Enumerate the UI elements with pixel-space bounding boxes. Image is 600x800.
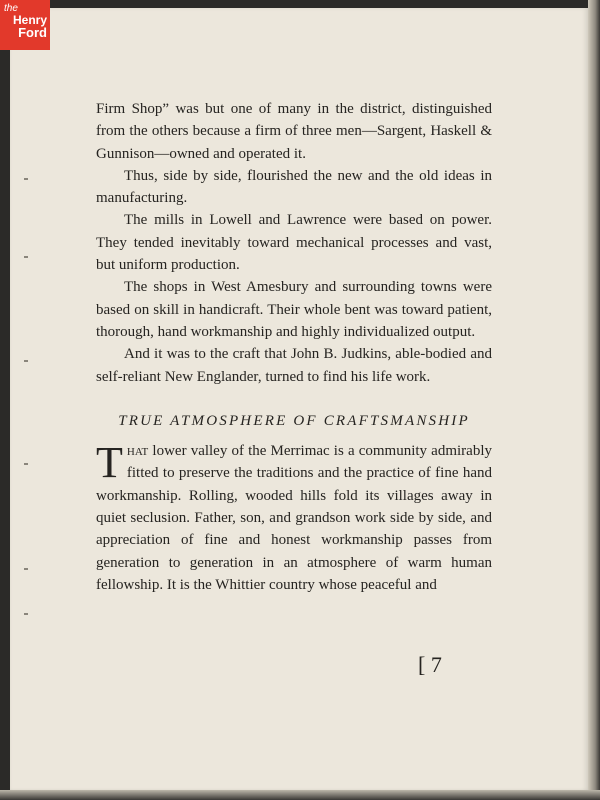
page-edge [588, 0, 600, 800]
book-page [10, 8, 588, 792]
margin-mark [24, 463, 28, 465]
margin-mark [24, 256, 28, 258]
drop-cap-letter: T [96, 438, 123, 488]
paragraph-1: Firm Shop” was but one of many in the district, distinguished from the others because a firm of three men—Sargent, Haskell & Gunnison—owned and operated it. [96, 101, 492, 162]
logo-word-the: the [4, 3, 18, 14]
paragraph-4: The shops in West Amesbury and surrounding towns were based on skill in handicraft. Their whole bent was toward patient, thorough, hand workmanship and highly individualized output. [96, 279, 492, 340]
margin-mark [24, 613, 28, 615]
logo-word-henry: Henry [12, 13, 47, 27]
margin-mark [24, 178, 28, 180]
lead-word: hat [126, 443, 149, 460]
page-number: [ 7 [418, 652, 442, 677]
section-paragraph [96, 440, 492, 596]
margin-mark [24, 568, 28, 570]
section-paragraph-text: lower valley of the Merrimac is a community admirably fitted to preserve the traditions and the practice of fine hand workmanship. Rolling, wooded hills fold its villages away in quiet seclusion. Father, son, and grandson work side by side, and appreciation of fine and honest workmanship passes from generation to generation in an atmosphere of warm human fellowship. It is the Whittier country whose peaceful and [96, 443, 492, 593]
page-bottom-edge [0, 790, 600, 800]
margin-mark [24, 360, 28, 362]
logo-word-ford: Ford [18, 25, 47, 40]
paragraph-5: And it was to the craft that John B. Judkins, able-bodied and self-reliant New Englander, turned to find his life work. [96, 346, 492, 385]
paragraph-2: Thus, side by side, flourished the new and the old ideas in manufacturing. [96, 167, 492, 207]
henry-ford-logo [0, 0, 50, 50]
paragraph-3: The mills in Lowell and Lawrence were based on power. They tended inevitably toward mechanical processes and vast, but uniform production. [96, 212, 492, 274]
body-text [96, 98, 492, 596]
section-heading: TRUE ATMOSPHERE OF CRAFTSMANSHIP [118, 412, 470, 429]
